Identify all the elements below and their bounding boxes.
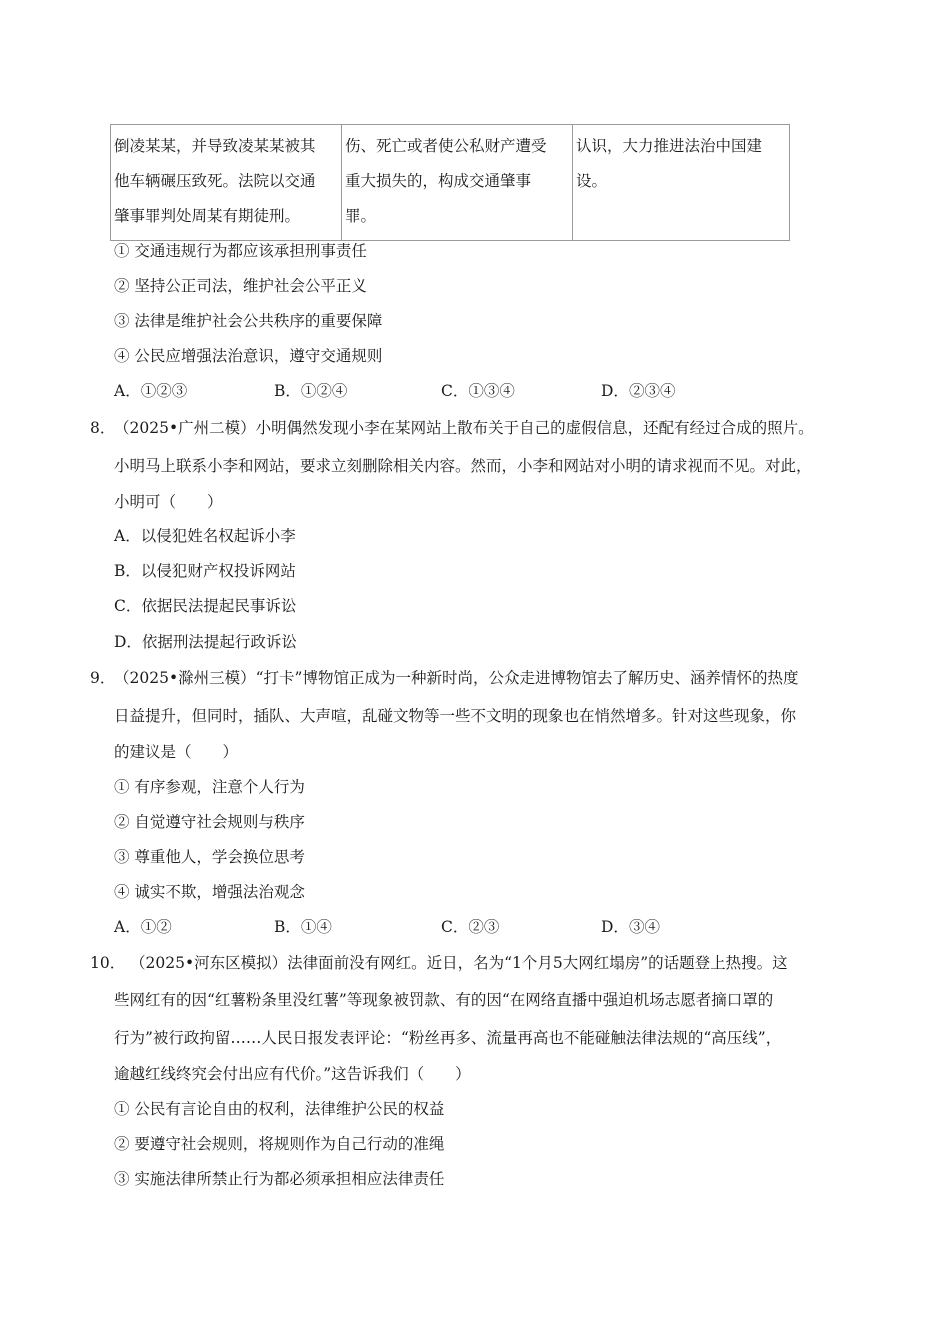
q9-choice-c[interactable]	[441, 917, 499, 937]
choice-value: ②③④	[628, 382, 676, 400]
q9-statement-1: ① 有序参观，注意个人行为	[114, 778, 305, 796]
cell-line: 伤、死亡或者使公私财产遭受	[345, 137, 547, 155]
table-cell-case	[111, 125, 342, 241]
q10-number: 10．	[90, 954, 126, 972]
q7-choice-b[interactable]	[274, 381, 347, 401]
choice-value: ①③④	[468, 382, 515, 400]
q7-statement-4: ④ 公民应增强法治意识，遵守交通规则	[114, 347, 383, 365]
q9-statement-4: ④ 诚实不欺，增强法治观念	[114, 883, 305, 901]
choice-value: ①②③	[140, 382, 188, 400]
q9-statement-3: ③ 尊重他人，学会换位思考	[114, 848, 305, 866]
q7-choice-a[interactable]	[114, 381, 187, 401]
cell-line: 肇事罪判处周某有期徒刑。	[114, 207, 301, 225]
choice-value: ②③	[468, 918, 500, 936]
q8-option-d[interactable]: D．依据刑法提起行政诉讼	[114, 633, 297, 651]
q9-stem-line-2: 日益提升，但同时，插队、大声喧，乱碰文物等一些不文明的现象也在悄然增多。针对这些现象，你	[114, 707, 797, 725]
q10-statement-3: ③ 实施法律所禁止行为都必须承担相应法律责任	[114, 1170, 445, 1188]
choice-value: ①④	[300, 918, 332, 936]
q7-statement-3: ③ 法律是维护社会公共秩序的重要保障	[114, 312, 383, 330]
q7-choice-c[interactable]	[441, 381, 515, 401]
choice-value: ①②④	[300, 382, 348, 400]
q8-option-a[interactable]: A．以侵犯姓名权起诉小李	[114, 527, 296, 545]
q9-choice-b[interactable]	[274, 917, 332, 937]
q10-stem-line-3: 行为”被行政拘留……人民日报发表评论：“粉丝再多、流量再高也不能碰触法律法规的“高压线”，	[114, 1029, 782, 1047]
choice-value: ①②	[140, 918, 172, 936]
cell-line: 他车辆碾压致死。法院以交通	[114, 172, 316, 190]
q8-option-c[interactable]: C．依据民法提起民事诉讼	[114, 597, 297, 615]
table-cell-law	[342, 125, 573, 241]
cell-line: 认识，大力推进法治中国建	[576, 137, 763, 155]
q7-statement-1: ① 交通违规行为都应该承担刑事责任	[114, 242, 367, 260]
case-table	[110, 124, 790, 241]
choice-letter: B．	[274, 382, 301, 400]
q9-choice-d[interactable]	[601, 917, 660, 937]
choice-letter: A．	[114, 918, 141, 936]
choice-letter: C．	[441, 918, 469, 936]
q8-option-b[interactable]: B．以侵犯财产权投诉网站	[114, 562, 296, 580]
q9-statement-2: ② 自觉遵守社会规则与秩序	[114, 813, 305, 831]
cell-line: 重大损失的，构成交通肇事	[345, 172, 532, 190]
q10-stem-line-4: 逾越红线终究会付出应有代价。”这告诉我们（ ）	[114, 1065, 471, 1083]
q9-choice-a[interactable]	[114, 917, 172, 937]
q10-statement-1: ① 公民有言论自由的权利，法律维护公民的权益	[114, 1100, 445, 1118]
q9-stem-line-1: （2025•滁州三模）“打卡”博物馆正成为一种新时尚，公众走进博物馆去了解历史、涵养情怀的热度	[114, 669, 799, 687]
q10-stem-line-1: （2025•河东区模拟）法律面前没有网红。近日，名为“1个月5大网红塌房”的话题登上热搜。这	[130, 954, 788, 972]
q9-number: 9．	[90, 669, 116, 687]
cell-line: 设。	[576, 172, 608, 190]
table-row	[111, 125, 790, 241]
choice-letter: D．	[601, 382, 629, 400]
q9-stem-line-3: 的建议是（ ）	[114, 743, 239, 761]
cell-line: 倒凌某某，并导致凌某某被其	[114, 137, 316, 155]
q8-number: 8．	[90, 419, 116, 437]
choice-letter: C．	[441, 382, 469, 400]
cell-line: 罪。	[345, 207, 377, 225]
q7-choice-d[interactable]	[601, 381, 675, 401]
q8-stem-line-3: 小明可（ ）	[114, 493, 223, 511]
q7-statement-2: ② 坚持公正司法，维护社会公平正义	[114, 277, 367, 295]
choice-value: ③④	[628, 918, 660, 936]
q8-stem-line-1: （2025•广州二模）小明偶然发现小李在某网站上散布关于自己的虚假信息，还配有经过合成的照片。	[114, 419, 814, 437]
table-cell-meaning	[573, 125, 790, 241]
choice-letter: D．	[601, 918, 629, 936]
q8-stem-line-2: 小明马上联系小李和网站，要求立刻删除相关内容。然而，小李和网站对小明的请求视而不见。对此，	[114, 457, 812, 475]
q10-stem-line-2: 些网红有的因“红薯粉条里没红薯”等现象被罚款、有的因“在网络直播中强迫机场志愿者摘口罩的	[114, 991, 774, 1009]
choice-letter: B．	[274, 918, 301, 936]
q10-statement-2: ② 要遵守社会规则，将规则作为自己行动的准绳	[114, 1135, 445, 1153]
choice-letter: A．	[114, 382, 141, 400]
